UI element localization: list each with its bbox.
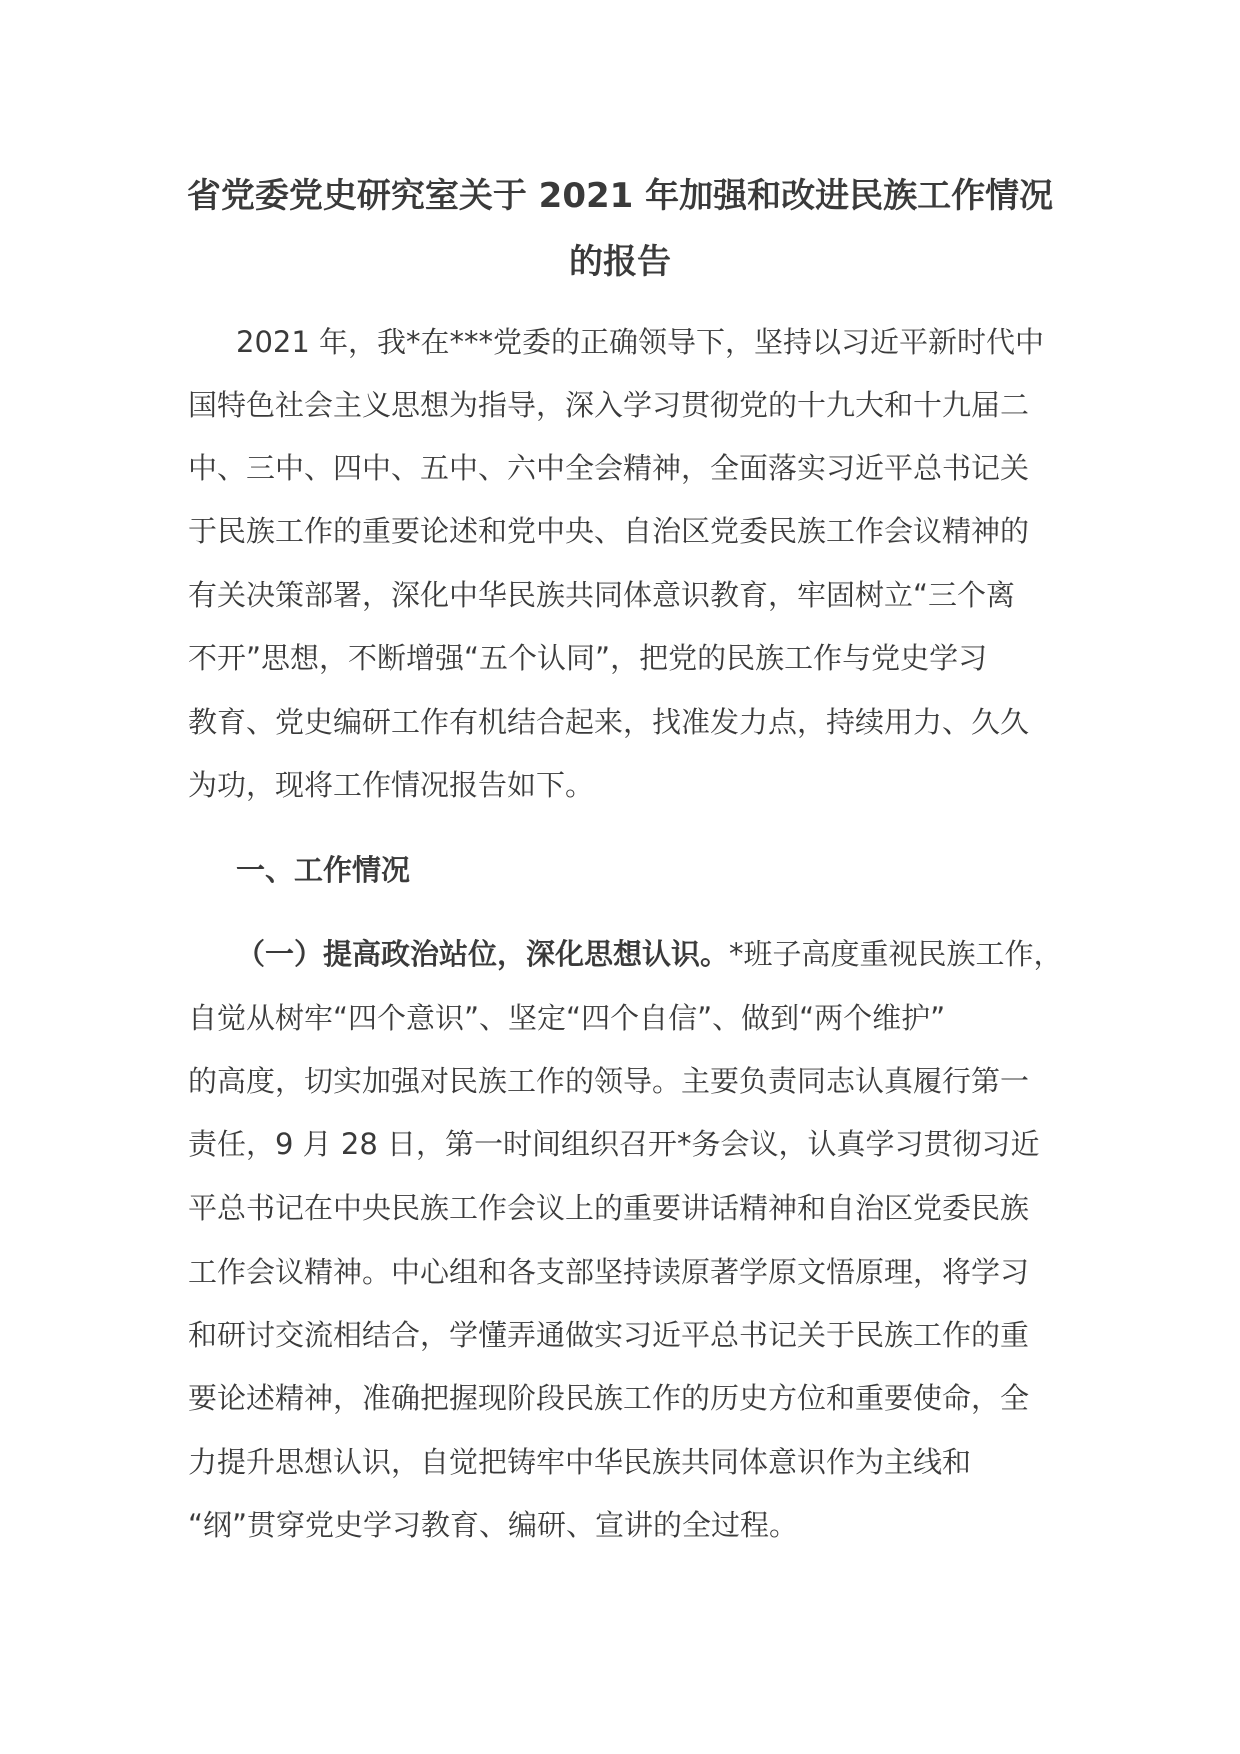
subsection-line-7: 和研讨交流相结合，学懂弄通做实习近平总书记关于民族工作的重 bbox=[188, 1318, 1030, 1352]
subsection-line-5: 平总书记在中央民族工作会议上的重要讲话精神和自治区党委民族 bbox=[188, 1191, 1030, 1225]
subsection-line-2: 自觉从树牢“四个意识”、坚定“四个自信”、做到“两个维护” bbox=[188, 1001, 946, 1035]
intro-line-2: 国特色社会主义思想为指导，深入学习贯彻党的十九大和十九届二 bbox=[188, 388, 1030, 422]
intro-line-7: 教育、党史编研工作有机结合起来，找准发力点，持续用力、久久 bbox=[188, 705, 1030, 739]
subsection-line-3: 的高度，切实加强对民族工作的领导。主要负责同志认真履行第一 bbox=[188, 1064, 1030, 1098]
subsection-line-6: 工作会议精神。中心组和各支部坚持读原著学原文悟原理，将学习 bbox=[188, 1255, 1030, 1289]
subsection-lead: （一）提高政治站位，深化思想认识。 bbox=[236, 937, 730, 971]
subsection-line-4: 责任，9 月 28 日，第一时间组织召开*务会议，认真学习贯彻习近 bbox=[188, 1127, 1040, 1161]
document-title-line-2: 的报告 bbox=[569, 242, 671, 282]
subsection-line-8: 要论述精神，准确把握现阶段民族工作的历史方位和重要使命，全 bbox=[188, 1381, 1030, 1415]
document-title-line-1: 省党委党史研究室关于 2021 年加强和改进民族工作情况 bbox=[186, 176, 1054, 216]
subsection-line-10: “纲”贯穿党史学习教育、编研、宣讲的全过程。 bbox=[188, 1508, 799, 1542]
subsection-first-line bbox=[236, 934, 1063, 974]
intro-line-5: 有关决策部署，深化中华民族共同体意识教育，牢固树立“三个离 bbox=[188, 578, 1016, 612]
intro-line-8: 为功，现将工作情况报告如下。 bbox=[188, 768, 595, 802]
subsection-line-9: 力提升思想认识，自觉把铸牢中华民族共同体意识作为主线和 bbox=[188, 1445, 972, 1479]
intro-line-3: 中、三中、四中、五中、六中全会精神，全面落实习近平总书记关 bbox=[188, 451, 1030, 485]
intro-line-4: 于民族工作的重要论述和党中央、自治区党委民族工作会议精神的 bbox=[188, 514, 1030, 548]
intro-line-6: 不开”思想，不断增强“五个认同”，把党的民族工作与党史学习 bbox=[188, 641, 988, 675]
section-heading: 一、工作情况 bbox=[236, 853, 411, 887]
subsection-first-line-rest: *班子高度重视民族工作， bbox=[729, 937, 1063, 971]
intro-line-1: 2021 年，我*在***党委的正确领导下，坚持以习近平新时代中 bbox=[236, 325, 1045, 359]
